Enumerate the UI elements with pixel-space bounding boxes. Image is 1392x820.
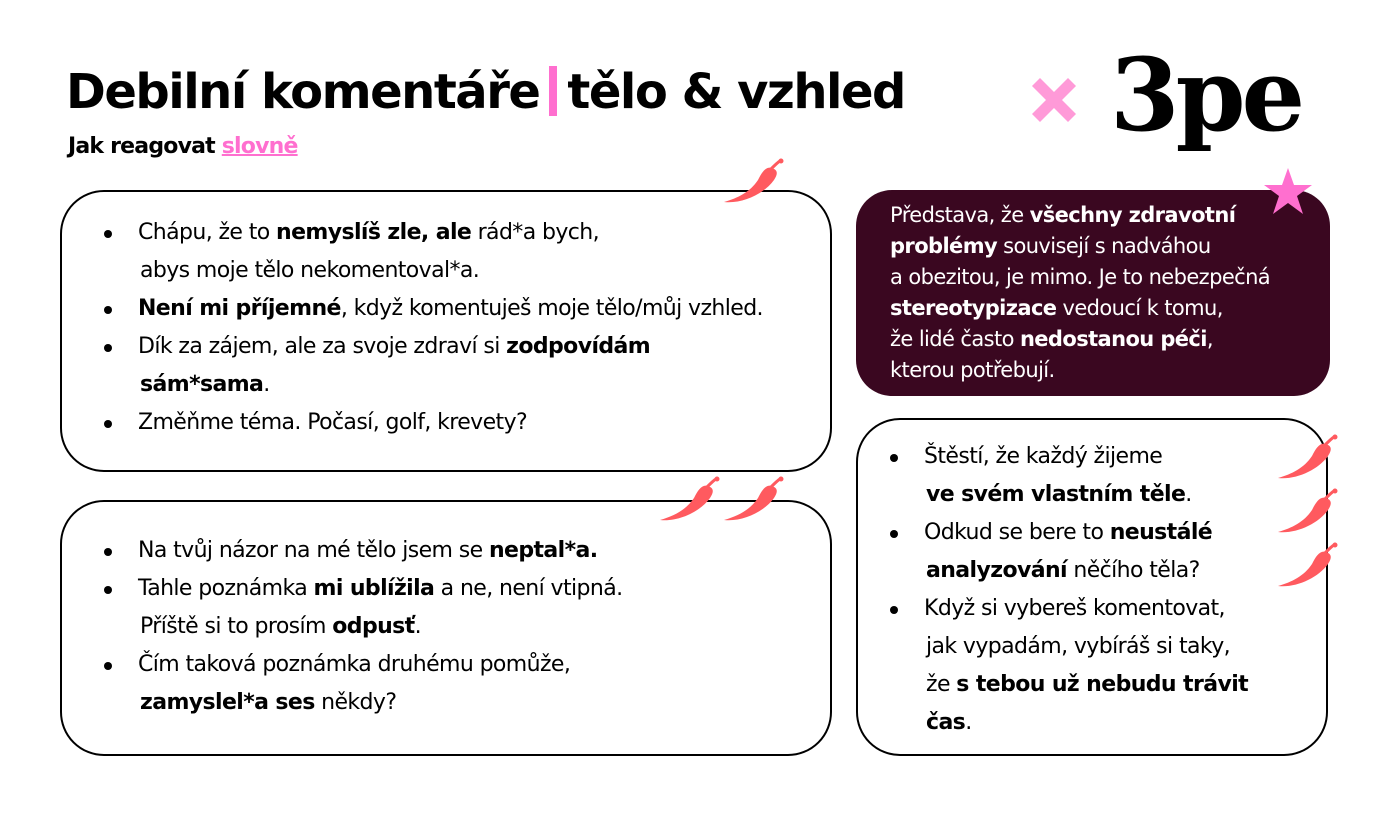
- chili-icon: [1274, 542, 1346, 594]
- chili-icon: [1274, 434, 1346, 486]
- subtitle-prefix: Jak reagovat: [68, 134, 215, 159]
- title-separator: [549, 66, 557, 116]
- chili-icon: [720, 476, 792, 528]
- chili-icon: [1274, 488, 1346, 540]
- list-item: Čím taková poznámka druhému pomůže, zamyslel*a ses někdy?: [62, 646, 830, 722]
- logo-3pe: 3pe: [1110, 36, 1302, 154]
- response-box-3: [856, 418, 1328, 756]
- response-box-1: [60, 190, 832, 472]
- info-box: Představa, že všechny zdravotní problémy souvisejí s nadváhou a obezitou, je mimo. Je to nebezpečná stereotypizace vedoucí k tomu, že lidé často nedostanou péči, kterou potřebují.: [856, 190, 1330, 396]
- list-item: Dík za zájem, ale za svoje zdraví si zodpovídám sám*sama.: [62, 328, 830, 404]
- list-item: Na tvůj názor na mé tělo jsem se neptal*a.: [62, 532, 830, 570]
- list-item: Když si vybereš komentovat, jak vypadám, vybíráš si taky, že s tebou už nebudu trávit čas.: [858, 590, 1326, 742]
- list-item: Štěstí, že každý žijeme ve svém vlastním těle.: [858, 438, 1326, 514]
- x-mark-icon: [1024, 70, 1084, 130]
- list-item: Odkud se bere to neustálé analyzování něčího těla?: [858, 514, 1326, 590]
- title-main: Debilní komentáře: [66, 64, 540, 120]
- list-item: Změňme téma. Počasí, golf, krevety?: [62, 404, 830, 442]
- chili-icon: [656, 476, 728, 528]
- response-box-2: [60, 500, 832, 756]
- page-title: [66, 62, 905, 122]
- title-topic: tělo & vzhled: [567, 64, 905, 120]
- chili-icon: [720, 158, 792, 210]
- subtitle-link[interactable]: slovně: [221, 134, 298, 159]
- star-icon: [1262, 166, 1314, 216]
- subtitle: [68, 134, 298, 159]
- list-item: Není mi příjemné, když komentuješ moje tělo/můj vzhled.: [62, 290, 830, 328]
- list-item: Tahle poznámka mi ublížila a ne, není vtipná. Příště si to prosím odpusť.: [62, 570, 830, 646]
- list-item: Chápu, že to nemyslíš zle, ale rád*a bych, abys moje tělo nekomentoval*a.: [62, 214, 830, 290]
